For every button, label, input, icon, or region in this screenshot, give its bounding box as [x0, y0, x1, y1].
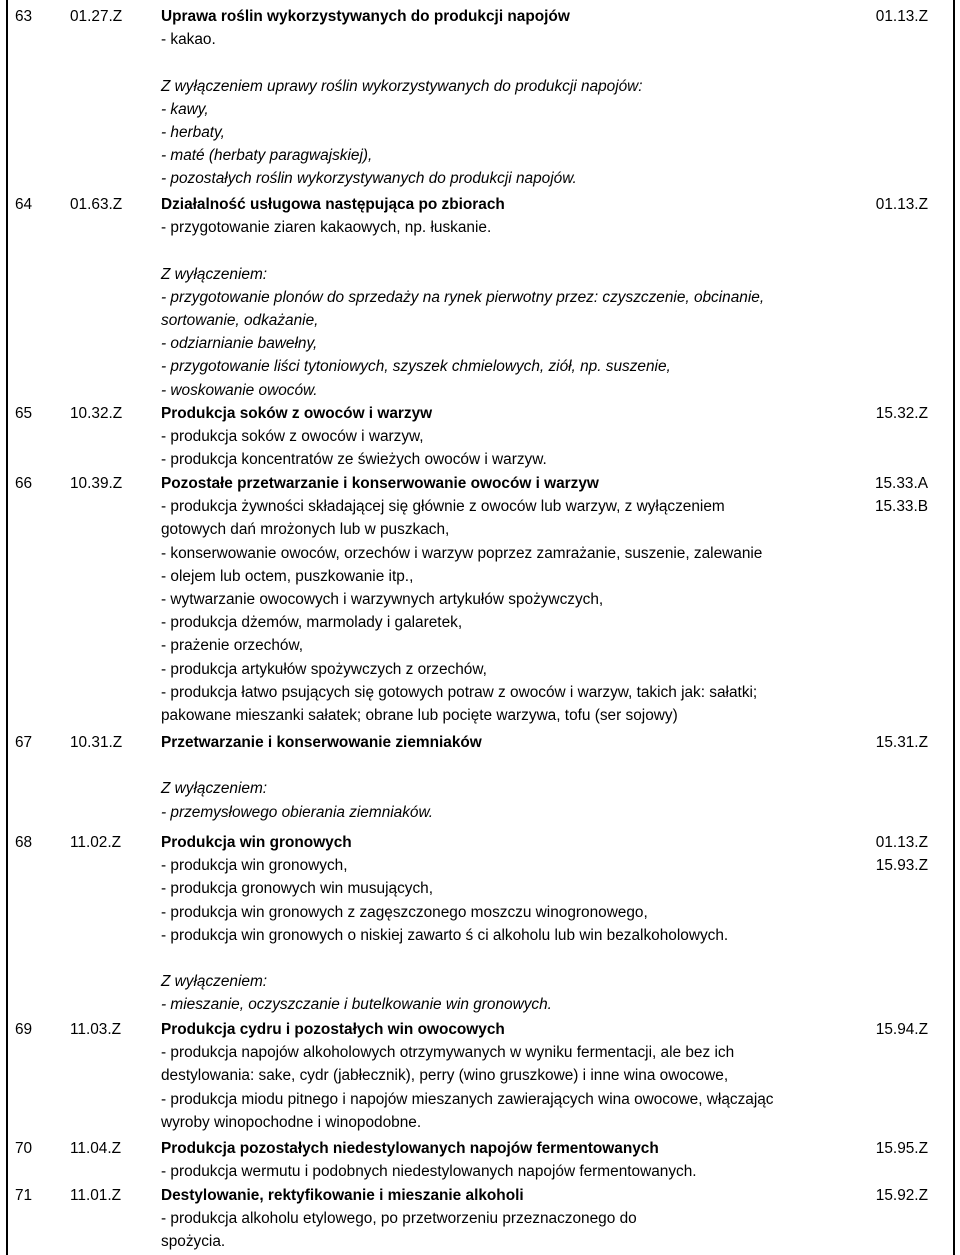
- pkd-code: 11.01.Z: [70, 1187, 122, 1204]
- entry-title: Pozostałe przetwarzanie i konserwowanie owoców i warzyw: [161, 475, 599, 492]
- pkd-code: 10.39.Z: [70, 475, 123, 492]
- list-item: - kawy,: [161, 100, 209, 118]
- list-item: spożycia.: [161, 1233, 226, 1251]
- reference-codes: [844, 193, 928, 216]
- list-item: - produkcja wermutu i podobnych niedestylowanych napojów fermentowanych.: [161, 1163, 697, 1181]
- blank-line: [161, 51, 643, 74]
- list-item: gotowych dań mrożonych lub w puszkach,: [161, 521, 450, 539]
- list-item: - produkcja gronowych win musujących,: [161, 880, 434, 898]
- list-item: - produkcja soków z owoców i warzyw,: [161, 428, 424, 446]
- list-item: - kakao.: [161, 31, 216, 49]
- list-item: - produkcja koncentratów ze świeżych owoców i warzyw.: [161, 451, 547, 469]
- pkd-code: 11.03.Z: [70, 1021, 122, 1038]
- exclusion-heading: Z wyłączeniem:: [161, 973, 268, 991]
- description-cell: [161, 1137, 697, 1183]
- reference-code: 01.13.Z: [875, 196, 928, 213]
- list-item: - produkcja alkoholu etylowego, po przetworzeniu przeznaczonego do: [161, 1210, 637, 1228]
- entry-title: Produkcja win gronowych: [161, 834, 352, 851]
- reference-codes: [844, 1137, 928, 1160]
- row-number: 67: [15, 734, 33, 751]
- reference-code: 15.33.B: [874, 498, 928, 516]
- reference-code: 15.94.Z: [875, 1021, 928, 1038]
- pkd-code: 11.04.Z: [70, 1140, 122, 1157]
- list-item: - olejem lub octem, puszkowanie itp.,: [161, 567, 414, 585]
- description-cell: [161, 831, 728, 1017]
- entry-title: Produkcja cydru i pozostałych win owocowych: [161, 1021, 505, 1038]
- list-item: - produkcja żywności składającej się głównie z owoców lub warzyw, z wyłączeniem: [161, 498, 725, 516]
- exclusion-heading: Z wyłączeniem:: [161, 265, 268, 283]
- reference-code: 15.31.Z: [875, 734, 928, 751]
- pkd-code: 11.02.Z: [70, 834, 122, 851]
- entry-title: Produkcja pozostałych niedestylowanych napojów fermentowanych: [161, 1140, 659, 1157]
- entry-title: Uprawa roślin wykorzystywanych do produkcji napojów: [161, 8, 570, 25]
- blank-line: [161, 754, 482, 777]
- reference-codes: [844, 1184, 928, 1207]
- entry-title: Produkcja soków z owoców i warzyw: [161, 405, 433, 422]
- list-item: - produkcja dżemów, marmolady i galaretek,: [161, 614, 463, 632]
- blank-line: [161, 947, 728, 970]
- list-item: - przygotowanie ziaren kakaowych, np. łuskanie.: [161, 219, 492, 237]
- list-item: - herbaty,: [161, 123, 225, 141]
- reference-codes: [844, 831, 928, 877]
- row-number: 69: [15, 1021, 33, 1038]
- list-item: - produkcja win gronowych o niskiej zawarto ś ci alkoholu lub win bezalkoholowych.: [161, 926, 729, 944]
- list-item: - pozostałych roślin wykorzystywanych do produkcji napojów.: [161, 170, 577, 188]
- description-cell: [161, 5, 643, 191]
- row-number: 64: [15, 196, 33, 213]
- list-item: pakowane mieszanki sałatek; obrane lub pocięte warzywa, tofu (ser sojowy): [161, 706, 678, 724]
- entry-title: Działalność usługowa następująca po zbiorach: [161, 196, 505, 213]
- list-item: destylowania: sake, cydr (jabłecznik), perry (wino gruszkowe) i inne wina owocowe,: [161, 1067, 729, 1085]
- reference-codes: [844, 5, 928, 28]
- list-item: - odziarnianie bawełny,: [161, 335, 318, 353]
- list-item: sortowanie, odkażanie,: [161, 311, 319, 329]
- classification-document: [6, 0, 955, 1255]
- list-item: wyroby winopochodne i winopodobne.: [161, 1113, 422, 1131]
- entry-title: Destylowanie, rektyfikowanie i mieszanie alkoholi: [161, 1187, 524, 1204]
- reference-codes: [844, 472, 928, 518]
- list-item: - mieszanie, oczyszczanie i butelkowanie win gronowych.: [161, 996, 552, 1014]
- list-item: - produkcja artykułów spożywczych z orzechów,: [161, 660, 487, 678]
- pkd-code: 01.27.Z: [70, 8, 123, 25]
- list-item: - konserwowanie owoców, orzechów i warzyw poprzez zamrażanie, suszenie, zalewanie: [161, 544, 763, 562]
- row-number: 65: [15, 405, 33, 422]
- row-number: 70: [15, 1140, 33, 1157]
- exclusion-heading: Z wyłączeniem uprawy roślin wykorzystywanych do produkcji napojów:: [161, 77, 643, 95]
- list-item: - produkcja miodu pitnego i napojów mieszanych zawierających wina owocowe, włączając: [161, 1090, 774, 1108]
- pkd-code: 10.31.Z: [70, 734, 123, 751]
- row-number: 66: [15, 475, 33, 492]
- reference-code: 15.33.A: [874, 475, 928, 492]
- reference-code: 15.92.Z: [875, 1187, 928, 1204]
- description-cell: [161, 402, 547, 472]
- reference-codes: [844, 1018, 928, 1041]
- reference-code: 15.32.Z: [875, 405, 928, 422]
- list-item: - produkcja łatwo psujących się gotowych potraw z owoców i warzyw, takich jak: sałatki;: [161, 683, 758, 701]
- exclusion-heading: Z wyłączeniem:: [161, 780, 268, 798]
- reference-code: 15.93.Z: [875, 857, 928, 875]
- blank-line: [161, 239, 764, 262]
- description-cell: [161, 193, 764, 402]
- row-number: 68: [15, 834, 33, 851]
- row-number: 71: [15, 1187, 33, 1204]
- row-number: 63: [15, 8, 33, 25]
- reference-codes: [844, 402, 928, 425]
- list-item: - przygotowanie liści tytoniowych, szyszek chmielowych, ziół, np. suszenie,: [161, 358, 671, 376]
- description-cell: [161, 731, 482, 824]
- list-item: - przemysłowego obierania ziemniaków.: [161, 803, 434, 821]
- list-item: - produkcja win gronowych,: [161, 857, 348, 875]
- list-item: - wytwarzanie owocowych i warzywnych artykułów spożywczych,: [161, 590, 604, 608]
- description-cell: [161, 1184, 637, 1254]
- list-item: - produkcja win gronowych z zagęszczonego moszczu winogronowego,: [161, 903, 648, 921]
- pkd-code: 01.63.Z: [70, 196, 123, 213]
- description-cell: [161, 472, 762, 727]
- list-item: - prażenie orzechów,: [161, 637, 304, 655]
- list-item: - woskowanie owoców.: [161, 381, 318, 399]
- description-cell: [161, 1018, 774, 1134]
- reference-code: 01.13.Z: [875, 8, 928, 25]
- list-item: - maté (herbaty paragwajskiej),: [161, 147, 373, 165]
- list-item: - przygotowanie plonów do sprzedaży na rynek pierwotny przez: czyszczenie, obcinanie,: [161, 288, 765, 306]
- entry-title: Przetwarzanie i konserwowanie ziemniaków: [161, 734, 482, 751]
- list-item: - produkcja napojów alkoholowych otrzymywanych w wyniku fermentacji, ale bez ich: [161, 1044, 735, 1062]
- reference-code: 01.13.Z: [875, 834, 928, 851]
- pkd-code: 10.32.Z: [70, 405, 123, 422]
- reference-code: 15.95.Z: [875, 1140, 928, 1157]
- reference-codes: [844, 731, 928, 754]
